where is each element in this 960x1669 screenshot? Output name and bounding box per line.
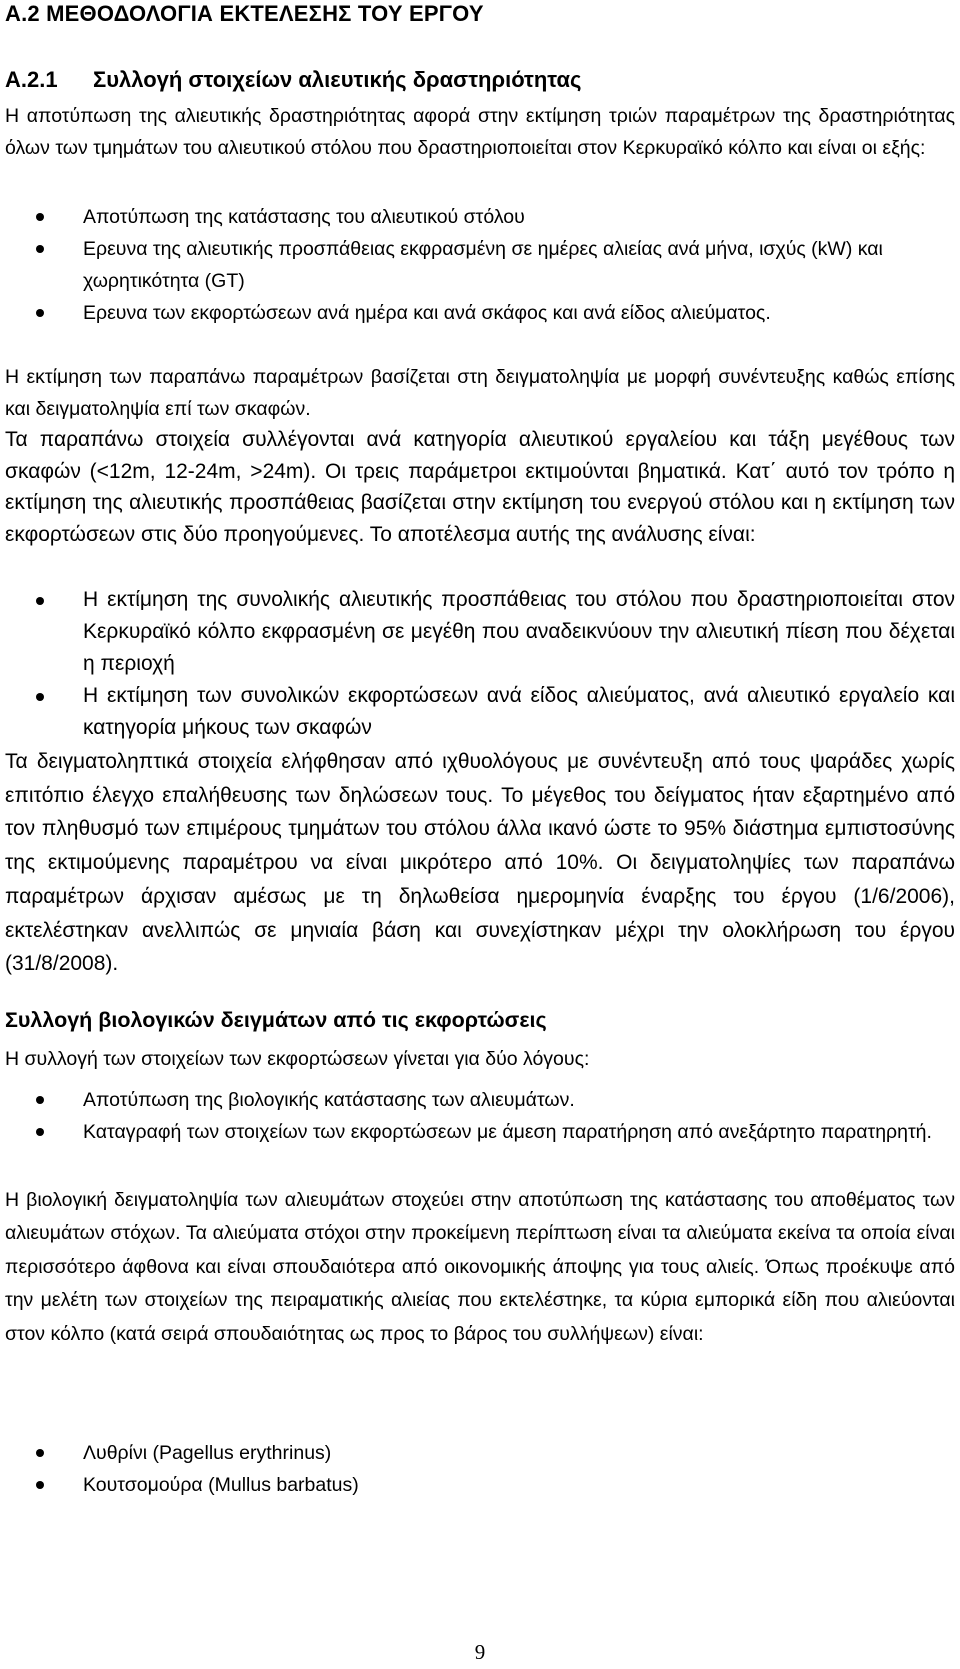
list-item: Λυθρίνι (Pagellus erythrinus) [5,1437,955,1469]
sampling-paragraph-a: Η εκτίμηση των παραπάνω παραμέτρων βασίζεται στη δειγματοληψία με μορφή συνέντευξης καθώς επίσης και δειγματοληψία επί των σκαφών. [5,366,955,420]
subsection-heading [5,66,955,94]
bullet-icon [36,1096,44,1104]
bullet-icon [36,1449,44,1457]
list-item: Αποτύπωση της κατάστασης του αλιευτικού στόλου [5,201,955,233]
analysis-results-list [5,584,955,744]
sampling-paragraph-b: Τα παραπάνω στοιχεία συλλέγονται ανά κατηγορία αλιευτικού εργαλείου και τάξη μεγέθους των σκαφών (<12m, 12-24m, >24m). Οι τρεις παράμετροι εκτιμούνται βηματικά. Κατ΄ αυτό τον τρόπο η εκτίμηση της αλιευτικής προσπάθειας βασίζεται στην εκτίμηση του ενεργού στόλου και η εκτίμηση των εκφορτώσεων στις δύο προηγούμενες. Το αποτέλεσμα αυτής της ανάλυσης είναι: [5,428,955,546]
biological-sampling-paragraph: Η βιολογική δειγματοληψία των αλιευμάτων στοχεύει στην αποτύπωση της κατάστασης του αποθέματος των αλιευμάτων στόχων. Τα αλιεύματα στόχοι στην προκείμενη περίπτωση είναι τα αλιεύματα εκείνα τα οποία είναι περισσότερο άφθονα και είναι σπουδαιότερα από οικονομικής άποψης για τους αλιείς. Όπως προέκυψε από την μελέτη των στοιχείων της πειραματικής αλιείας που εκτελέστηκε, τα κύρια εμπορικά είδη που αλιεύονται στον κόλπο (κατά σειρά σπουδαιότητας ως προς το βάρος του συλλήψεων) είναι: [5,1189,955,1345]
list-item: Ερευνα των εκφορτώσεων ανά ημέρα και ανά σκάφος και ανά είδος αλιεύματος. [5,297,955,329]
sampling-details-paragraph: Τα δειγματοληπτικά στοιχεία ελήφθησαν από ιχθυολόγους με συνέντευξη από τους ψαράδες χωρίς επιτόπιο έλεγχο επαλήθευσης των δηλώσεων τους. Το μέγεθος του δείγματος ήταν εξαρτημένο από τον πληθυσμό των επιμέρους τμημάτων του στόλου άλλα ικανό ώστε το 95% διάστημα εμπιστοσύνης της εκτιμούμενης παραμέτρου να είναι μικρότερο από 10%. Οι δειγματοληψίες των παραπάνω παραμέτρων άρχισαν αμέσως με τη δηλωθείσα ημερομηνία έναρξης του έργου (1/6/2006), εκτελέστηκαν ανελλιπώς σε μηνιαία βάση και συνεχίστηκαν μέχρι την ολοκλήρωση του έργου (31/8/2008). [5,750,955,976]
landings-reasons-paragraph: Η συλλογή των στοιχείων των εκφορτώσεων γίνεται για δύο λόγους: [5,1048,590,1070]
bullet-icon [36,1481,44,1489]
bullet-icon [36,245,44,253]
section-title: Α.2 ΜΕΘΟΔΟΛΟΓΙΑ ΕΚΤΕΛΕΣΗΣ ΤΟΥ ΕΡΓΟΥ [5,1,484,26]
bullet-icon [36,693,44,701]
bullet-icon [36,1128,44,1136]
subsection-title: Συλλογή στοιχείων αλιευτικής δραστηριότητας [93,67,582,92]
page-number: 9 [474,1640,486,1664]
list-item: Καταγραφή των στοιχείων των εκφορτώσεων με άμεση παρατήρηση από ανεξάρτητο παρατηρητή. [5,1116,955,1148]
intro-paragraph: Η αποτύπωση της αλιευτικής δραστηριότητας αφορά στην εκτίμηση τριών παραμέτρων της δραστηριότητας όλων των τμημάτων του αλιευτικού στόλου που δραστηριοποιείται στον Κερκυραϊκό κόλπο και είναι οι εξής: [5,105,955,159]
list-item: Η εκτίμηση των συνολικών εκφορτώσεων ανά είδος αλιεύματος, ανά αλιευτικό εργαλείο και κατηγορία μήκους των σκαφών [5,680,955,744]
list-item: Αποτύπωση της βιολογικής κατάστασης των αλιευμάτων. [5,1084,955,1116]
target-species-list [5,1437,955,1501]
biological-samples-heading: Συλλογή βιολογικών δειγμάτων από τις εκφορτώσεις [5,1008,547,1032]
bullet-icon [36,597,44,605]
subsection-number: Α.2.1 [5,67,58,92]
list-item: Κουτσομούρα (Mullus barbatus) [5,1469,955,1501]
bullet-icon [36,309,44,317]
list-item: Η εκτίμηση της συνολικής αλιευτικής προσπάθειας του στόλου που δραστηριοποιείται στον Κερκυραϊκό κόλπο εκφρασμένη σε μεγέθη που αναδεικνύουν την αλιευτική πίεση που δέχεται η περιοχή [5,584,955,680]
landings-reasons-list [5,1084,955,1148]
activity-parameters-list [5,201,955,329]
list-item: Ερευνα της αλιευτικής προσπάθειας εκφρασμένη σε ημέρες αλιείας ανά μήνα, ισχύς (kW) και χωρητικότητα (GT) [5,233,955,297]
bullet-icon [36,213,44,221]
